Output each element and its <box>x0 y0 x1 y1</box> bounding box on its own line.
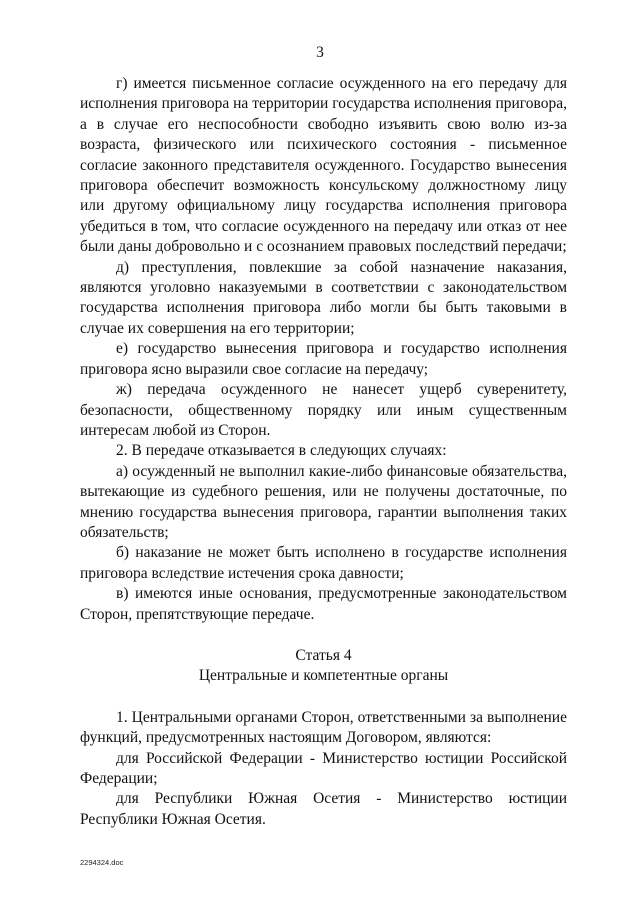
paragraph-v: в) имеются иные основания, предусмотренные законодательством Сторон, препятствующие передаче. <box>80 585 567 623</box>
paragraph-zh: ж) передача осужденного не нанесет ущерб суверенитету, безопасности, общественному порядку или иным существенным интересам любой из Сторон. <box>80 381 567 439</box>
file-name-footer: 2294324.doc <box>80 858 124 867</box>
paragraph-russia: для Российской Федерации - Министерство юстиции Российской Федерации; <box>80 749 567 787</box>
document-body <box>80 74 567 830</box>
paragraph-south-ossetia: для Республики Южная Осетия - Министерство юстиции Республики Южная Осетия. <box>80 790 567 828</box>
paragraph-article4-1: 1. Центральными органами Сторон, ответственными за выполнение функций, предусмотренных настоящим Договором, являются: <box>80 708 567 747</box>
page-number: 3 <box>316 44 324 61</box>
paragraph-2: 2. В передаче отказывается в следующих случаях: <box>116 442 447 460</box>
paragraph-g: г) имеется письменное согласие осужденного на его передачу для исполнения приговора на территории государства исполнения приговора, а в случае его неспособности свободно изъявить свою волю из-за возраста, физического или психического состояния - письменное согласие законного представителя осужденного. Государство вынесения приговора обеспечит возможность консульскому должностному лицу или другому официальному лицу государства исполнения приговора убедиться в том, что согласие осужденного на передачу или отказ от нее были даны добровольно и с осознанием правовых последствий передачи; <box>80 75 567 256</box>
paragraph-b: б) наказание не может быть исполнено в государстве исполнения приговора вследствие истечения срока давности; <box>80 544 567 582</box>
paragraph-a: а) осужденный не выполнил какие-либо финансовые обязательства, вытекающие из судебного решения, или не получены достаточные, по мнению государства вынесения приговора, гарантии выполнения таких обязательств; <box>80 462 567 541</box>
article-number: Статья 4 <box>295 646 352 664</box>
paragraph-d: д) преступления, повлекшие за собой назначение наказания, являются уголовно наказуемыми в соответствии с законодательством государства исполнения приговора либо могли бы быть таковыми в случае их совершения на его территории; <box>80 258 567 337</box>
article-title: Центральные и компетентные органы <box>198 667 449 685</box>
paragraph-e: е) государство вынесения приговора и государство исполнения приговора ясно выразили свое согласие на передачу; <box>80 340 567 378</box>
